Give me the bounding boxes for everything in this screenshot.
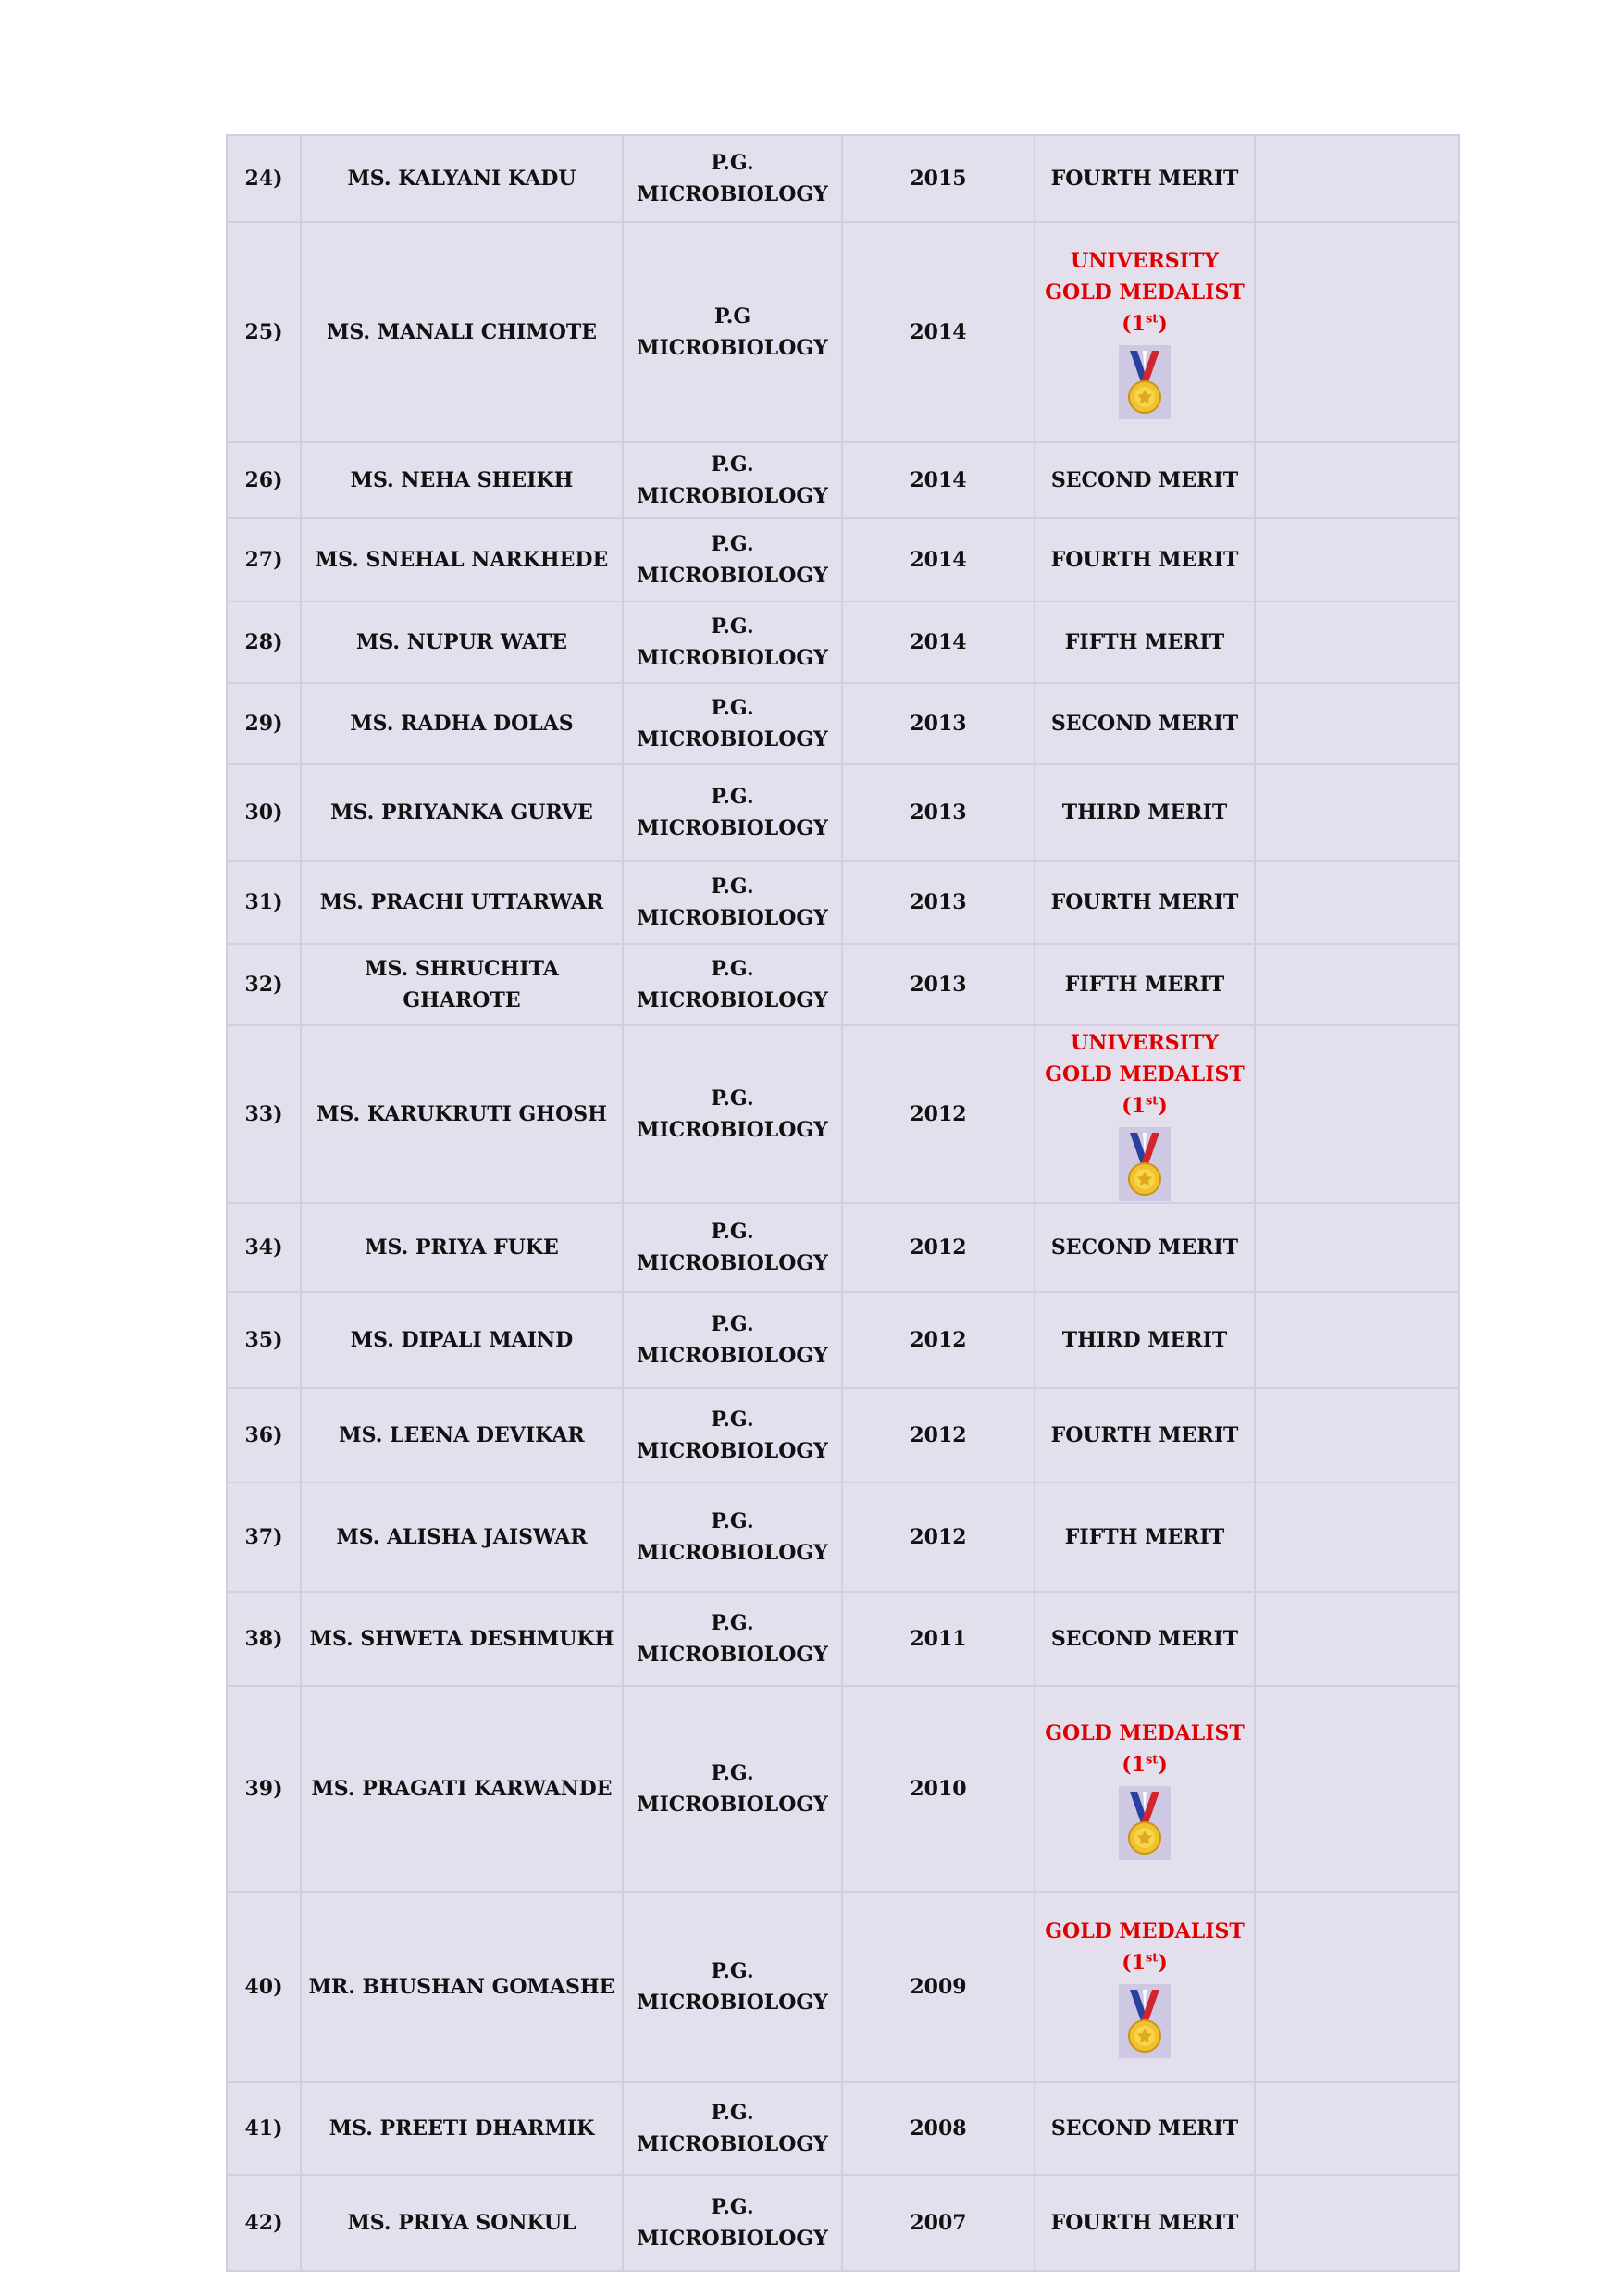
table-row	[227, 764, 1459, 861]
empty-cell	[1255, 1686, 1459, 1892]
empty-cell	[1255, 1483, 1459, 1592]
student-name-cell: MS. ALISHA JAISWAR	[301, 1483, 623, 1592]
empty-cell	[1255, 2082, 1459, 2175]
gold-medal-icon	[1119, 1786, 1171, 1860]
merit-rank-cell	[1035, 1483, 1255, 1592]
empty-cell	[1255, 1592, 1459, 1686]
merit-rank-label: FOURTH MERIT	[1050, 548, 1239, 572]
year-cell: 2012	[842, 1292, 1035, 1388]
serial-number-cell: 35)	[227, 1292, 301, 1388]
course-cell: P.G. MICROBIOLOGY	[623, 518, 842, 602]
merit-rank-label: GOLD MEDALIST	[1045, 1919, 1245, 1943]
table-row	[227, 135, 1459, 222]
table-row	[227, 518, 1459, 602]
year-cell: 2010	[842, 1686, 1035, 1892]
empty-cell	[1255, 944, 1459, 1025]
year-cell: 2012	[842, 1483, 1035, 1592]
student-name-cell: MS. NUPUR WATE	[301, 602, 623, 683]
student-name-cell: MS. MANALI CHIMOTE	[301, 222, 623, 442]
merit-rank-cell	[1035, 1592, 1255, 1686]
course-cell: P.G. MICROBIOLOGY	[623, 1483, 842, 1592]
course-cell: P.G. MICROBIOLOGY	[623, 1203, 842, 1292]
year-cell: 2007	[842, 2175, 1035, 2271]
merit-rank-cell	[1035, 1388, 1255, 1483]
merit-rank-cell	[1035, 222, 1255, 442]
merit-table-body	[227, 135, 1459, 2271]
course-cell: P.G. MICROBIOLOGY	[623, 1388, 842, 1483]
serial-number-cell: 26)	[227, 442, 301, 518]
table-row	[227, 1388, 1459, 1483]
table-row	[227, 1483, 1459, 1592]
student-name-cell: MS. SNEHAL NARKHEDE	[301, 518, 623, 602]
empty-cell	[1255, 602, 1459, 683]
serial-number-cell: 39)	[227, 1686, 301, 1892]
serial-number-cell: 32)	[227, 944, 301, 1025]
student-name-cell: MS. RADHA DOLAS	[301, 683, 623, 764]
merit-rank-cell	[1035, 1025, 1255, 1203]
student-name-cell: MS. DIPALI MAIND	[301, 1292, 623, 1388]
merit-rank-label: UNIVERSITY GOLD MEDALIST	[1045, 1031, 1245, 1086]
year-cell: 2014	[842, 518, 1035, 602]
merit-rank-cell	[1035, 1292, 1255, 1388]
ordinal-suffix: st	[1145, 312, 1159, 327]
table-row	[227, 602, 1459, 683]
merit-rank-label: SECOND MERIT	[1050, 2116, 1239, 2141]
empty-cell	[1255, 2175, 1459, 2271]
serial-number-cell: 27)	[227, 518, 301, 602]
serial-number-cell: 29)	[227, 683, 301, 764]
merit-position-number: 1	[1131, 1753, 1146, 1777]
year-cell: 2015	[842, 135, 1035, 222]
serial-number-cell: 24)	[227, 135, 301, 222]
serial-number-cell: 25)	[227, 222, 301, 442]
merit-rank-label: GOLD MEDALIST	[1045, 1721, 1245, 1745]
serial-number-cell: 40)	[227, 1892, 301, 2082]
serial-number-cell: 28)	[227, 602, 301, 683]
empty-cell	[1255, 683, 1459, 764]
merit-rank-cell	[1035, 764, 1255, 861]
table-row	[227, 2175, 1459, 2271]
course-cell: P.G. MICROBIOLOGY	[623, 1686, 842, 1892]
merit-rank-label: SECOND MERIT	[1050, 468, 1239, 492]
merit-rank-label: SECOND MERIT	[1050, 712, 1239, 736]
empty-cell	[1255, 764, 1459, 861]
empty-cell	[1255, 222, 1459, 442]
empty-cell	[1255, 442, 1459, 518]
year-cell: 2014	[842, 222, 1035, 442]
ordinal-suffix: st	[1145, 1951, 1159, 1966]
empty-cell	[1255, 518, 1459, 602]
student-name-cell: MS. NEHA SHEIKH	[301, 442, 623, 518]
course-cell: P.G. MICROBIOLOGY	[623, 1892, 842, 2082]
merit-position-number: 1	[1131, 312, 1146, 336]
merit-rank-cell	[1035, 1892, 1255, 2082]
course-cell: P.G. MICROBIOLOGY	[623, 1592, 842, 1686]
merit-rank-label: THIRD MERIT	[1061, 1328, 1228, 1352]
merit-rank-label: UNIVERSITY GOLD MEDALIST	[1045, 249, 1245, 304]
serial-number-cell: 30)	[227, 764, 301, 861]
course-cell: P.G. MICROBIOLOGY	[623, 135, 842, 222]
student-name-cell: MS. PREETI DHARMIK	[301, 2082, 623, 2175]
serial-number-cell: 31)	[227, 861, 301, 944]
course-cell: P.G. MICROBIOLOGY	[623, 683, 842, 764]
year-cell: 2012	[842, 1025, 1035, 1203]
year-cell: 2013	[842, 764, 1035, 861]
course-cell: P.G. MICROBIOLOGY	[623, 944, 842, 1025]
student-name-cell: MS. KALYANI KADU	[301, 135, 623, 222]
ordinal-suffix: st	[1145, 1094, 1159, 1109]
year-cell: 2011	[842, 1592, 1035, 1686]
year-cell: 2009	[842, 1892, 1035, 2082]
merit-rank-cell	[1035, 602, 1255, 683]
empty-cell	[1255, 135, 1459, 222]
table-row	[227, 442, 1459, 518]
course-cell: P.G. MICROBIOLOGY	[623, 442, 842, 518]
serial-number-cell: 38)	[227, 1592, 301, 1686]
course-cell: P.G. MICROBIOLOGY	[623, 2175, 842, 2271]
merit-rank-label: FOURTH MERIT	[1050, 167, 1239, 191]
merit-position: (1st)	[1122, 1753, 1168, 1777]
serial-number-cell: 33)	[227, 1025, 301, 1203]
merit-rank-label: THIRD MERIT	[1061, 800, 1228, 825]
merit-rank-cell	[1035, 2175, 1255, 2271]
table-row	[227, 1686, 1459, 1892]
student-name-cell: MS. PRIYA FUKE	[301, 1203, 623, 1292]
merit-rank-label: FIFTH MERIT	[1064, 973, 1225, 997]
table-row	[227, 1892, 1459, 2082]
empty-cell	[1255, 861, 1459, 944]
year-cell: 2012	[842, 1388, 1035, 1483]
course-cell: P.G. MICROBIOLOGY	[623, 1025, 842, 1203]
year-cell: 2014	[842, 602, 1035, 683]
student-name-cell: MS. SHRUCHITA GHAROTE	[301, 944, 623, 1025]
serial-number-cell: 37)	[227, 1483, 301, 1592]
merit-position-number: 1	[1131, 1951, 1146, 1975]
year-cell: 2012	[842, 1203, 1035, 1292]
merit-position: (1st)	[1122, 312, 1168, 336]
course-cell: P.G. MICROBIOLOGY	[623, 861, 842, 944]
merit-rank-cell	[1035, 861, 1255, 944]
merit-rank-label: FOURTH MERIT	[1050, 890, 1239, 914]
student-name-cell: MS. SHWETA DESHMUKH	[301, 1592, 623, 1686]
serial-number-cell: 41)	[227, 2082, 301, 2175]
merit-rank-cell	[1035, 1203, 1255, 1292]
student-name-cell: MS. LEENA DEVIKAR	[301, 1388, 623, 1483]
merit-rank-label: FOURTH MERIT	[1050, 2211, 1239, 2235]
year-cell: 2008	[842, 2082, 1035, 2175]
serial-number-cell: 42)	[227, 2175, 301, 2271]
year-cell: 2013	[842, 861, 1035, 944]
table-row	[227, 683, 1459, 764]
course-cell: P.G. MICROBIOLOGY	[623, 764, 842, 861]
merit-rank-cell	[1035, 683, 1255, 764]
merit-rank-label: SECOND MERIT	[1050, 1235, 1239, 1260]
merit-rank-cell	[1035, 135, 1255, 222]
year-cell: 2013	[842, 683, 1035, 764]
merit-rank-label: FIFTH MERIT	[1064, 1525, 1225, 1549]
course-cell: P.G. MICROBIOLOGY	[623, 1292, 842, 1388]
merit-position: (1st)	[1122, 1094, 1168, 1118]
student-name-cell: MS. PRACHI UTTARWAR	[301, 861, 623, 944]
course-cell: P.G. MICROBIOLOGY	[623, 602, 842, 683]
gold-medal-icon	[1119, 1984, 1171, 2058]
merit-position: (1st)	[1122, 1951, 1168, 1975]
student-name-cell: MR. BHUSHAN GOMASHE	[301, 1892, 623, 2082]
empty-cell	[1255, 1388, 1459, 1483]
table-row	[227, 2082, 1459, 2175]
course-cell: P.G MICROBIOLOGY	[623, 222, 842, 442]
empty-cell	[1255, 1292, 1459, 1388]
course-cell: P.G. MICROBIOLOGY	[623, 2082, 842, 2175]
table-row	[227, 944, 1459, 1025]
student-name-cell: MS. PRIYANKA GURVE	[301, 764, 623, 861]
merit-rank-cell	[1035, 1686, 1255, 1892]
merit-position-number: 1	[1131, 1094, 1146, 1118]
serial-number-cell: 34)	[227, 1203, 301, 1292]
gold-medal-icon	[1119, 1127, 1171, 1201]
merit-rank-cell	[1035, 518, 1255, 602]
merit-rank-label: FIFTH MERIT	[1064, 630, 1225, 654]
merit-rank-label: SECOND MERIT	[1050, 1627, 1239, 1651]
student-name-cell: MS. KARUKRUTI GHOSH	[301, 1025, 623, 1203]
table-row	[227, 1025, 1459, 1203]
empty-cell	[1255, 1025, 1459, 1203]
table-row	[227, 1292, 1459, 1388]
merit-rank-label: FOURTH MERIT	[1050, 1423, 1239, 1447]
merit-table	[226, 134, 1460, 2272]
ordinal-suffix: st	[1145, 1753, 1159, 1768]
gold-medal-icon	[1119, 345, 1171, 419]
year-cell: 2014	[842, 442, 1035, 518]
student-name-cell: MS. PRIYA SONKUL	[301, 2175, 623, 2271]
student-name-cell: MS. PRAGATI KARWANDE	[301, 1686, 623, 1892]
serial-number-cell: 36)	[227, 1388, 301, 1483]
table-row	[227, 1592, 1459, 1686]
table-row	[227, 861, 1459, 944]
empty-cell	[1255, 1203, 1459, 1292]
merit-rank-cell	[1035, 2082, 1255, 2175]
empty-cell	[1255, 1892, 1459, 2082]
year-cell: 2013	[842, 944, 1035, 1025]
merit-rank-cell	[1035, 944, 1255, 1025]
merit-rank-cell	[1035, 442, 1255, 518]
table-row	[227, 222, 1459, 442]
table-row	[227, 1203, 1459, 1292]
